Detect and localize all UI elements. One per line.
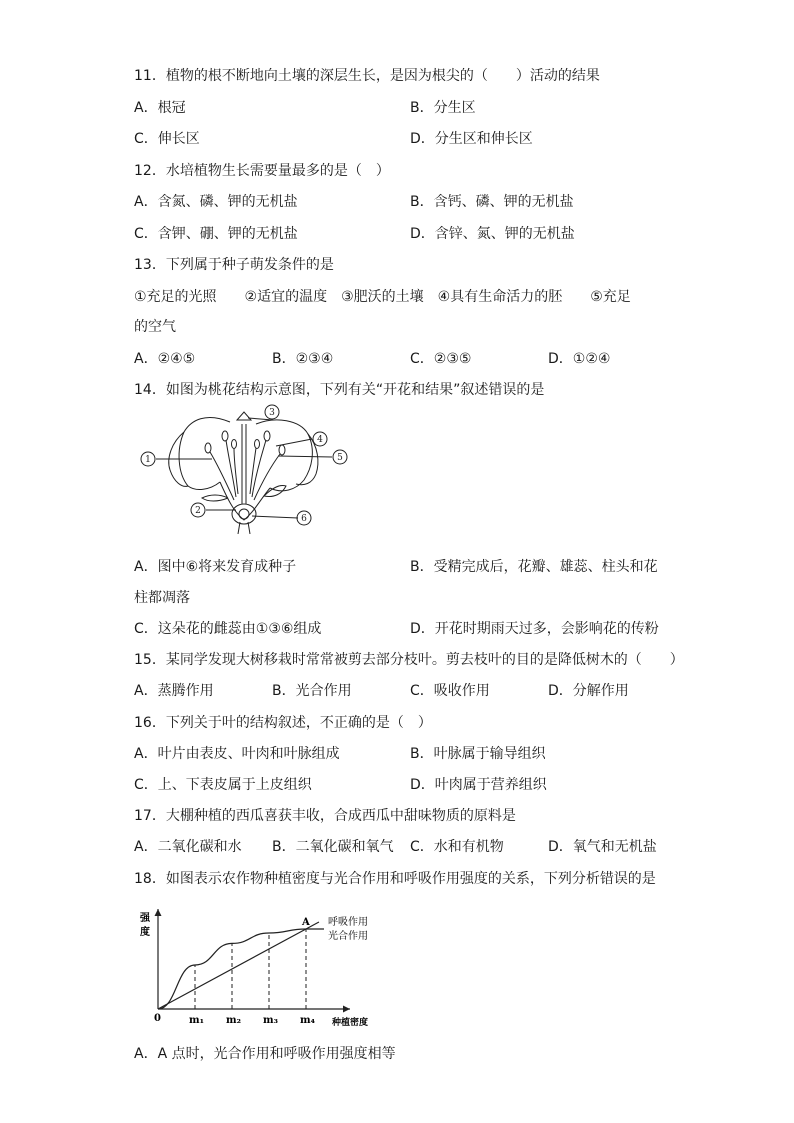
q12-option-c: C．含钾、硼、钾的无机盐: [134, 226, 298, 242]
q11-stem: 11．植物的根不断地向土壤的深层生长，是因为根尖的（ ）活动的结果: [134, 68, 600, 84]
q14-stem: 14．如图为桃花结构示意图，下列有关“开花和结果”叙述错误的是: [134, 382, 545, 398]
y-axis-label-1: 强: [140, 913, 150, 924]
q15-option-d: D．分解作用: [548, 683, 629, 699]
pistil-style: [242, 424, 246, 504]
q13-conditions-line1: ①充足的光照 ②适宜的温度 ③肥沃的土壤 ④具有生命活力的胚 ⑤充足: [134, 289, 631, 305]
ovary-shape: [232, 504, 256, 524]
q13-conditions-line2: 的空气: [134, 319, 176, 335]
series-line-photosynthesis: [158, 929, 324, 1009]
x-tick-label-2: m₂: [226, 1015, 241, 1026]
q17-option-c: C．水和有机物: [410, 839, 504, 855]
flower-label-5: 5: [337, 453, 343, 463]
q17-option-b: B．二氧化碳和氧气: [272, 839, 394, 855]
q11-option-a: A．根冠: [134, 100, 186, 116]
q13-option-a: A．②④⑤: [134, 351, 196, 367]
x-axis-label: 种植密度: [332, 1018, 369, 1028]
flower-label-2: 2: [195, 506, 201, 516]
intersection-label-A: A: [302, 917, 310, 928]
q15-option-c: C．吸收作用: [410, 683, 490, 699]
q14-option-c: C．这朵花的雌蕊由①③⑥组成: [134, 621, 322, 637]
q17-option-d: D．氧气和无机盐: [548, 839, 657, 855]
q13-option-d: D．①②④: [548, 351, 611, 367]
q12-option-d: D．含锌、氮、钾的无机盐: [410, 226, 575, 242]
x-tick-label-1: m₁: [189, 1015, 204, 1026]
q12-stem: 12．水培植物生长需要量最多的是（ ）: [134, 163, 390, 179]
q15-stem: 15．某同学发现大树移栽时常常被剪去部分枝叶。剪去枝叶的目的是降低树木的（ ）: [134, 652, 684, 668]
pistil-stigma: [237, 412, 251, 420]
flower-label-6: 6: [301, 514, 307, 524]
q16-stem: 16．下列关于叶的结构叙述，不正确的是（ ）: [134, 715, 432, 731]
density-intensity-chart: [136, 905, 386, 1033]
q16-option-c: C．上、下表皮属于上皮组织: [134, 777, 312, 793]
q13-stem: 13．下列属于种子萌发条件的是: [134, 257, 334, 273]
q13-option-c: C．②③⑤: [410, 351, 472, 367]
q17-option-a: A．二氧化碳和水: [134, 839, 242, 855]
q14-option-b-line1: B．受精完成后，花瓣、雄蕊、柱头和花: [410, 559, 658, 575]
sepal-left: [202, 495, 228, 501]
q16-option-a: A．叶片由表皮、叶肉和叶脉组成: [134, 746, 340, 762]
q18-stem: 18．如图表示农作物种植密度与光合作用和呼吸作用强度的关系，下列分析错误的是: [134, 871, 656, 887]
q16-option-d: D．叶肉属于营养组织: [410, 777, 547, 793]
flower-label-1: 1: [145, 455, 151, 465]
q14-option-d: D．开花时期雨天过多，会影响花的传粉: [410, 621, 659, 637]
q15-option-a: A．蒸腾作用: [134, 683, 214, 699]
q11-option-b: B．分生区: [410, 100, 476, 116]
q18-option-a: A．A 点时，光合作用和呼吸作用强度相等: [134, 1046, 396, 1062]
ovule-shape: [239, 509, 249, 519]
q12-option-b: B．含钙、磷、钾的无机盐: [410, 194, 574, 210]
peach-flower-diagram: [136, 402, 356, 534]
q14-option-a: A．图中⑥将来发育成种子: [134, 559, 297, 575]
origin-label: 0: [154, 1013, 161, 1024]
flower-label-3: 3: [269, 408, 275, 418]
q11-option-c: C．伸长区: [134, 131, 200, 147]
q11-option-d: D．分生区和伸长区: [410, 131, 533, 147]
legend-photosynthesis: 光合作用: [328, 931, 368, 942]
series-line-respiration: [158, 922, 319, 1009]
legend-respiration: 呼吸作用: [328, 917, 368, 928]
flower-petal-left: [179, 417, 230, 489]
q13-option-b: B．②③④: [272, 351, 334, 367]
q14-option-b-line2: 柱都凋落: [134, 590, 190, 606]
q16-option-b: B．叶脉属于输导组织: [410, 746, 546, 762]
x-tick-label-3: m₃: [263, 1015, 278, 1026]
y-axis-label-2: 度: [140, 927, 150, 938]
flower-label-4: 4: [317, 435, 323, 445]
q17-stem: 17．大棚种植的西瓜喜获丰收，合成西瓜中甜味物质的原料是: [134, 808, 516, 824]
x-tick-label-4: m₄: [300, 1015, 315, 1026]
q15-option-b: B．光合作用: [272, 683, 352, 699]
q12-option-a: A．含氮、磷、钾的无机盐: [134, 194, 298, 210]
flower-petal-right: [256, 420, 312, 491]
